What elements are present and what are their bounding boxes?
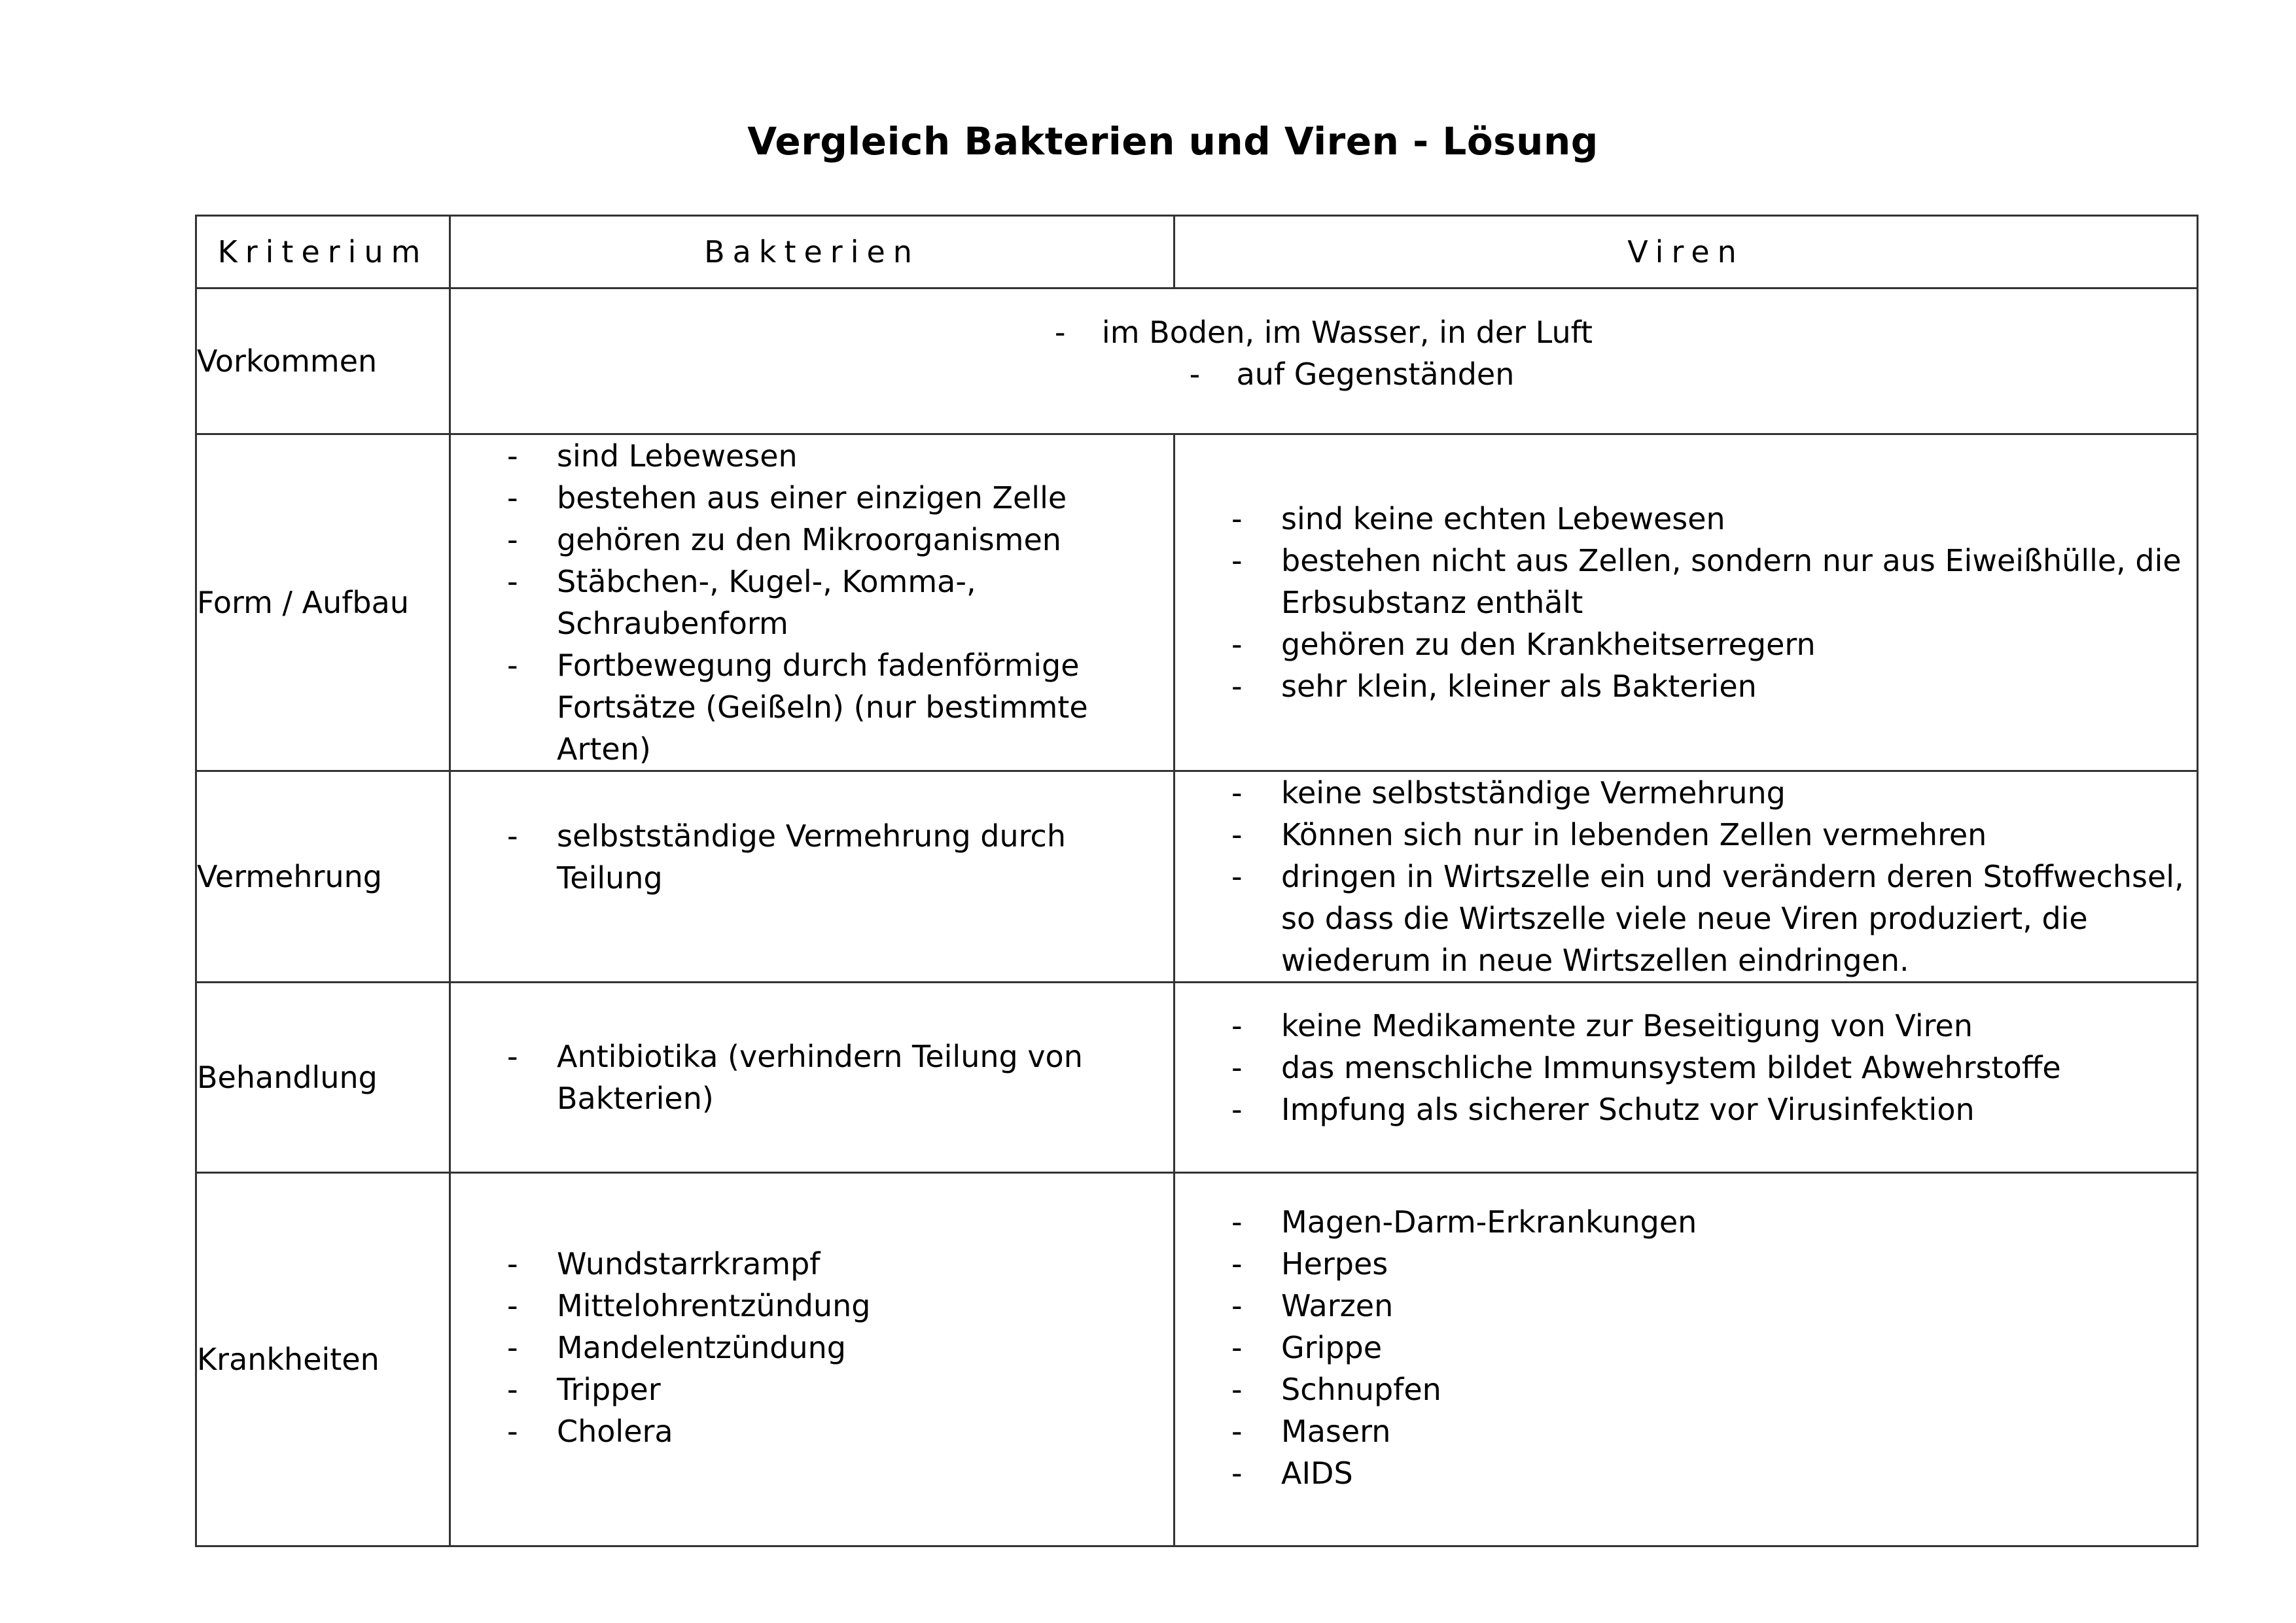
- criterion-vermehrung: Vermehrung: [196, 771, 450, 983]
- row-vorkommen: [196, 288, 2198, 434]
- list-item: - Grippe: [1175, 1327, 2197, 1369]
- list-item: - Impfung als sicherer Schutz vor Virusinfektion: [1175, 1089, 2197, 1130]
- row-form-aufbau: [196, 434, 2198, 771]
- row-krankheiten: [196, 1173, 2198, 1546]
- vermehrung-viren-list: [1175, 772, 2197, 981]
- list-item: - Fortbewegung durch fadenförmige Fortsätze (Geißeln) (nur bestimmte Arten): [451, 644, 1173, 770]
- behandlung-viren-list: [1175, 1005, 2197, 1130]
- list-item: - keine Medikamente zur Beseitigung von Viren: [1175, 1005, 2197, 1047]
- list-item: - Antibiotika (verhindern Teilung von Bakterien): [451, 1036, 1173, 1119]
- list-item: - dringen in Wirtszelle ein und verändern deren Stoffwechsel, so dass die Wirtszelle viele neue Viren produziert, die wiederum in neue Wirtszellen eindringen.: [1175, 856, 2197, 981]
- form-viren-list: [1175, 498, 2197, 707]
- list-item: - sehr klein, kleiner als Bakterien: [1175, 665, 2197, 707]
- criterion-krankheiten: Krankheiten: [196, 1173, 450, 1546]
- criterion-vorkommen: Vorkommen: [196, 288, 450, 434]
- krankheiten-viren-cell: [1174, 1173, 2198, 1546]
- list-item: - keine selbstständige Vermehrung: [1175, 772, 2197, 814]
- list-item: - sind Lebewesen: [451, 435, 1173, 477]
- list-item: - Mandelentzündung: [451, 1327, 1173, 1369]
- list-item: - bestehen aus einer einzigen Zelle: [451, 477, 1173, 519]
- list-item: - Cholera: [451, 1410, 1173, 1452]
- list-item: - Wundstarrkrampf: [451, 1243, 1173, 1285]
- form-bakterien-cell: [450, 434, 1174, 771]
- vermehrung-bakterien-list: [451, 815, 1173, 899]
- list-item: - Magen-Darm-Erkrankungen: [1175, 1201, 2197, 1243]
- behandlung-bakterien-list: [451, 1036, 1173, 1119]
- list-item: - Stäbchen-, Kugel-, Komma-, Schraubenform: [451, 561, 1173, 644]
- header-bakterien: Bakterien: [450, 216, 1174, 288]
- krankheiten-bakterien-list: [451, 1243, 1173, 1452]
- list-item: - bestehen nicht aus Zellen, sondern nur aus Eiweißhülle, die Erbsubstanz enthält: [1175, 540, 2197, 623]
- list-item: - gehören zu den Krankheitserregern: [1175, 623, 2197, 665]
- criterion-form-aufbau: Form / Aufbau: [196, 434, 450, 771]
- krankheiten-bakterien-cell: [450, 1173, 1174, 1546]
- row-behandlung: [196, 983, 2198, 1173]
- comparison-table: [195, 215, 2199, 1547]
- vorkommen-line: - im Boden, im Wasser, in der Luft: [1054, 315, 1593, 350]
- krankheiten-viren-list: [1175, 1201, 2197, 1494]
- header-kriterium: Kriterium: [196, 216, 450, 288]
- vermehrung-bakterien-cell: [450, 771, 1174, 983]
- list-item: - Können sich nur in lebenden Zellen vermehren: [1175, 814, 2197, 856]
- criterion-behandlung: Behandlung: [196, 983, 450, 1173]
- page-title: Vergleich Bakterien und Viren - Lösung: [747, 119, 1598, 164]
- row-vermehrung: [196, 771, 2198, 983]
- behandlung-bakterien-cell: [450, 983, 1174, 1173]
- list-item: - gehören zu den Mikroorganismen: [451, 519, 1173, 561]
- vorkommen-line: - auf Gegenständen: [1189, 357, 1515, 392]
- header-viren: Viren: [1174, 216, 2198, 288]
- behandlung-viren-cell: [1174, 983, 2198, 1173]
- list-item: - Warzen: [1175, 1285, 2197, 1327]
- list-item: - Masern: [1175, 1410, 2197, 1452]
- form-bakterien-list: [451, 435, 1173, 770]
- header-row: [196, 216, 2198, 288]
- list-item: - selbstständige Vermehrung durch Teilung: [451, 815, 1173, 899]
- list-item: - Mittelohrentzündung: [451, 1285, 1173, 1327]
- list-item: - sind keine echten Lebewesen: [1175, 498, 2197, 540]
- form-viren-cell: [1174, 434, 2198, 771]
- list-item: - AIDS: [1175, 1452, 2197, 1494]
- vermehrung-viren-cell: [1174, 771, 2198, 983]
- list-item: - Herpes: [1175, 1243, 2197, 1285]
- list-item: - das menschliche Immunsystem bildet Abwehrstoffe: [1175, 1047, 2197, 1089]
- list-item: - Schnupfen: [1175, 1369, 2197, 1410]
- vorkommen-shared-cell: [450, 288, 2198, 434]
- list-item: - Tripper: [451, 1369, 1173, 1410]
